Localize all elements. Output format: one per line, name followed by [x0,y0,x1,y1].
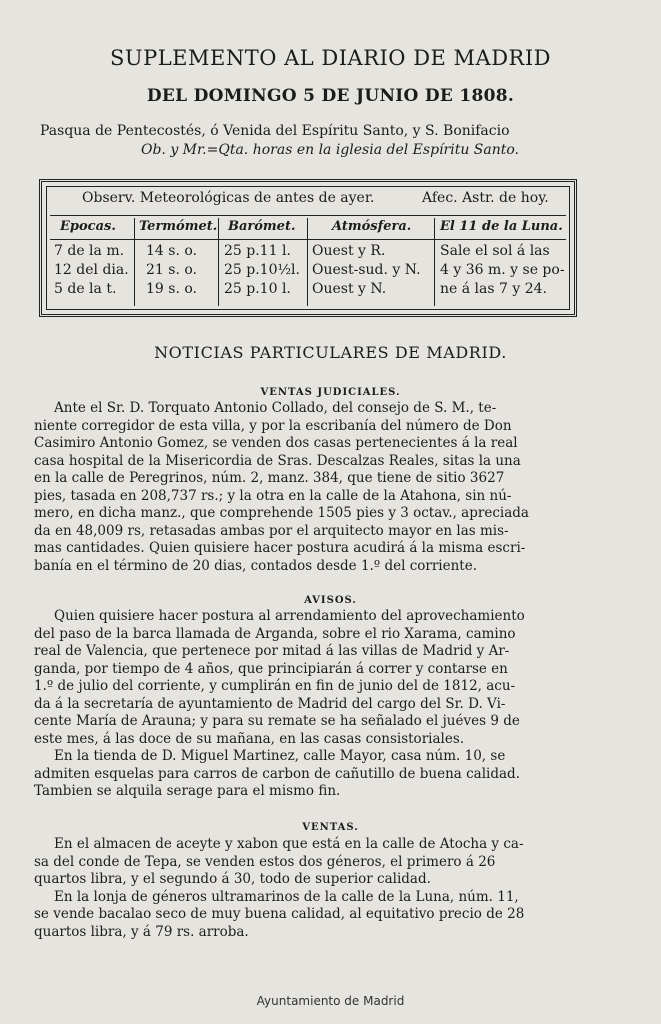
heading-ventas: VENTAS. [302,822,359,833]
col-head-luna: El 11 de la Luna. [440,219,563,234]
dedication [40,122,620,160]
text-line: En la lonja de géneros ultramarinos de la calle de la Luna, núm. 11, [54,888,519,905]
barometro-cell: 25 p.10½l. [224,262,300,278]
weather-table [39,179,577,317]
text-line: sa del conde de Tepa, se venden estos dos géneros, el primero á 26 [34,853,496,870]
section-title: NOTICIAS PARTICULARES DE MADRID. [154,343,507,362]
text-line: En la tienda de D. Miguel Martinez, calle Mayor, casa núm. 10, se [54,748,506,764]
text-line: en la calle de Peregrinos, núm. 2, manz. 384, que tiene de sitio 3627 [34,470,505,486]
text-line: Ante el Sr. D. Torquato Antonio Collado, del consejo de S. M., te- [54,400,497,416]
text-line: Tambien se alquila serage para el mismo fin. [34,783,341,799]
dedication-line-2: Ob. y Mr.=Qta. horas en la iglesia del Espíritu Santo. [140,142,520,158]
weather-divider [218,218,219,306]
text-line: este mes, á las doce de su mañana, en las casas consistoriales. [34,730,465,747]
text-line: mero, en dicha manz., que comprehende 1505 pies y 3 octav., apreciada [34,505,529,521]
weather-heading-astro: Afec. Astr. de hoy. [422,190,549,206]
astro-line: 4 y 36 m. y se po- [440,262,565,278]
weather-heading-observations: Observ. Meteorológicas de antes de ayer. [82,190,375,206]
epoca-cell: 5 de la t. [54,281,117,297]
barometro-cell: 25 p.11 l. [224,243,291,259]
text-line: Casimiro Antonio Gomez, se venden dos casas pertenecientes á la real [34,435,518,451]
heading-ventas-judiciales: VENTAS JUDICIALES. [260,387,401,398]
text-line: del paso de la barca llamada de Arganda, sobre el rio Xarama, camino [34,625,516,642]
text-line: 1.º de julio del corriente, y cumplirán en fin de junio del de 1812, acu- [34,678,516,694]
ventas-judiciales-text [34,400,590,575]
page-title: SUPLEMENTO AL DIARIO DE MADRID [110,46,551,70]
col-head-epocas: Epocas. [60,219,116,234]
barometro-cell: 25 p.10 l. [224,281,291,297]
text-line: quartos libra, y el segundo á 30, todo de superior calidad. [34,871,431,887]
text-line: niente corregidor de esta villa, y por la escribanía del número de Don [34,417,512,434]
text-line: da en 48,009 rs, retasadas ambas por el arquitecto mayor en las mis- [34,522,509,539]
text-line: cente María de Arauna; y para su remate se ha señalado el juéves 9 de [34,713,520,729]
page-subtitle: DEL DOMINGO 5 DE JUNIO DE 1808. [146,86,515,106]
dedication-line-1: Pasqua de Pentecostés, ó Venida del Espíritu Santo, y S. Bonifacio [40,123,510,139]
termometro-cell: 14 s. o. [146,243,197,259]
atmosfera-cell: Ouest-sud. y N. [312,262,421,278]
text-line: banía en el término de 20 dias, contados desde 1.º del corriente. [34,557,478,574]
atmosfera-cell: Ouest y N. [312,281,387,297]
text-line: mas cantidades. Quien quisiere hacer postura acudirá á la misma escri- [34,540,526,556]
barometro-column [224,242,300,299]
avisos-text [34,608,590,801]
weather-column-rule [50,239,566,240]
termometro-cell: 19 s. o. [146,281,197,297]
atmosfera-cell: Ouest y R. [312,243,386,259]
termometro-column [146,242,197,299]
astro-line: ne á las 7 y 24. [440,281,547,297]
text-line: En el almacen de aceyte y xabon que está en la calle de Atocha y ca- [54,836,524,852]
text-line: casa hospital de la Misericordia de Sras. Descalzas Reales, sitas la una [34,452,521,469]
col-head-atmosfera: Atmósfera. [332,219,412,234]
heading-avisos: AVISOS. [304,595,357,606]
epoca-cell: 7 de la m. [54,243,125,259]
text-line: real de Valencia, que pertenece por mitad á las villas de Madrid y Ar- [34,643,510,659]
atmosfera-column [312,242,421,299]
col-head-barometro: Barómet. [228,219,296,234]
text-line: Quien quisiere hacer postura al arrendamiento del aprovechamiento [54,608,525,624]
weather-divider [434,218,435,306]
epoca-cell: 12 del dia. [54,262,129,278]
text-line: se vende bacalao seco de muy buena calidad, al equitativo precio de 28 [34,906,525,922]
text-line: ganda, por tiempo de 4 años, que principiarán á correr y contarse en [34,660,508,677]
text-line: admiten esquelas para carros de carbon de cañutillo de buena calidad. [34,765,520,782]
footer-credit: Ayuntamiento de Madrid [256,994,405,1008]
ventas-text [34,836,590,941]
astro-line: Sale el sol á las [440,243,550,259]
weather-divider [134,218,135,306]
col-head-termometro: Termómet. [139,219,218,234]
termometro-cell: 21 s. o. [146,262,197,278]
text-line: pies, tasada en 208,737 rs.; y la otra en la calle de la Atahona, sin nú- [34,487,512,504]
weather-header-rule [50,215,566,216]
epocas-column [54,242,129,299]
text-line: quartos libra, y á 79 rs. arroba. [34,923,249,940]
weather-divider [307,218,308,306]
astro-column [440,242,565,299]
text-line: da á la secretaría de ayuntamiento de Madrid del cargo del Sr. D. Vi- [34,695,506,712]
